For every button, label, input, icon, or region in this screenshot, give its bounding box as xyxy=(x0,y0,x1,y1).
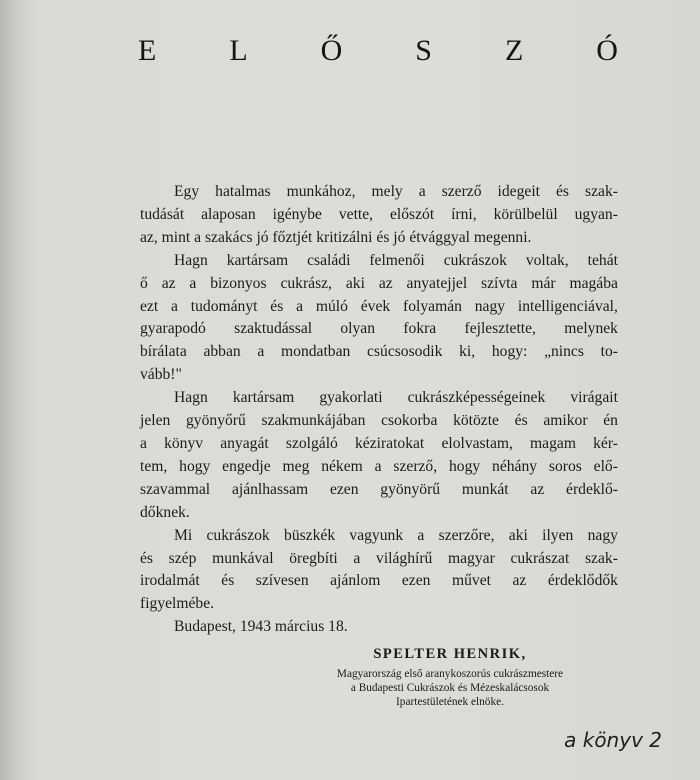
text-line: az, mint a szakács jó főztjét kritizálni és jó étvággyal megenni. xyxy=(140,228,532,246)
text-line: tudását alaposan igénybe vette, előszót írni, körülbelül ugyan- xyxy=(140,205,618,223)
title-letter: Ó xyxy=(596,34,618,67)
title-letter: L xyxy=(229,34,248,67)
text-line: Egy hatalmas munkához, mely a szerző idegeit és szak- xyxy=(174,183,618,200)
text-line: Hagn kartársam gyakorlati cukrászképességeinek virágait xyxy=(174,389,618,407)
title-letter: Z xyxy=(504,34,524,67)
watermark: a könyv 2 xyxy=(564,728,662,752)
title-letter: E xyxy=(138,34,157,67)
text-line: Mi cukrászok büszkék vagyunk a szerzőre, aki ilyen nagy xyxy=(174,526,618,544)
signature-title-line: Magyarország első aranykoszorús cukrászmestere xyxy=(336,668,564,680)
signature-title-line: Ipartestületének elnöke. xyxy=(396,696,504,708)
text-line: dőknek. xyxy=(140,503,190,521)
text-line: vább!" xyxy=(140,366,182,384)
signature-block xyxy=(300,646,600,709)
text-line: gyarapodó szaktudással olyan fokra fejlesztette, melynek xyxy=(140,320,618,338)
signature-name: SPELTER HENRIK, xyxy=(373,646,527,662)
signature-title xyxy=(300,667,600,709)
text-line: és szép munkával öregbíti a világhírű magyar cukrászat szak- xyxy=(140,549,618,567)
signature-title-line: a Budapesti Cukrászok és Mézeskalácsosok xyxy=(350,682,550,694)
text-line: tem, hogy engedje meg nékem a szerző, hogy néhány soros elő- xyxy=(140,457,618,475)
text-line: szavammal ajánlhassam ezen gyönyörű munkát az érdeklő- xyxy=(140,480,618,498)
title-letter: S xyxy=(415,34,432,67)
foreword-text xyxy=(140,181,618,639)
text-line: a könyv anyagát szolgáló kéziratokat elolvastam, magam kér- xyxy=(140,434,618,452)
text-line: Budapest, 1943 március 18. xyxy=(174,618,348,636)
text-line: Hagn kartársam családi felmenői cukrászok voltak, tehát xyxy=(174,251,618,269)
text-line: irodalmát és szívesen ajánlom ezen művet az érdeklődők xyxy=(140,572,618,590)
page-title xyxy=(138,34,618,68)
text-line: jelen gyönyőrű szakmunkájában csokorba kötözte és amikor én xyxy=(140,412,618,430)
text-line: ő az a bizonyos cukrász, aki az anyatejjel szívta már magába xyxy=(140,274,618,292)
text-line: bírálata abban a mondatban csúcsosodik ki, hogy: „nincs to- xyxy=(140,343,618,361)
text-line: ezt a tudományt és a múló évek folyamán nagy intelligenciával, xyxy=(140,297,618,315)
title-letter: Ő xyxy=(320,34,343,67)
text-line: figyelmébe. xyxy=(140,595,215,613)
